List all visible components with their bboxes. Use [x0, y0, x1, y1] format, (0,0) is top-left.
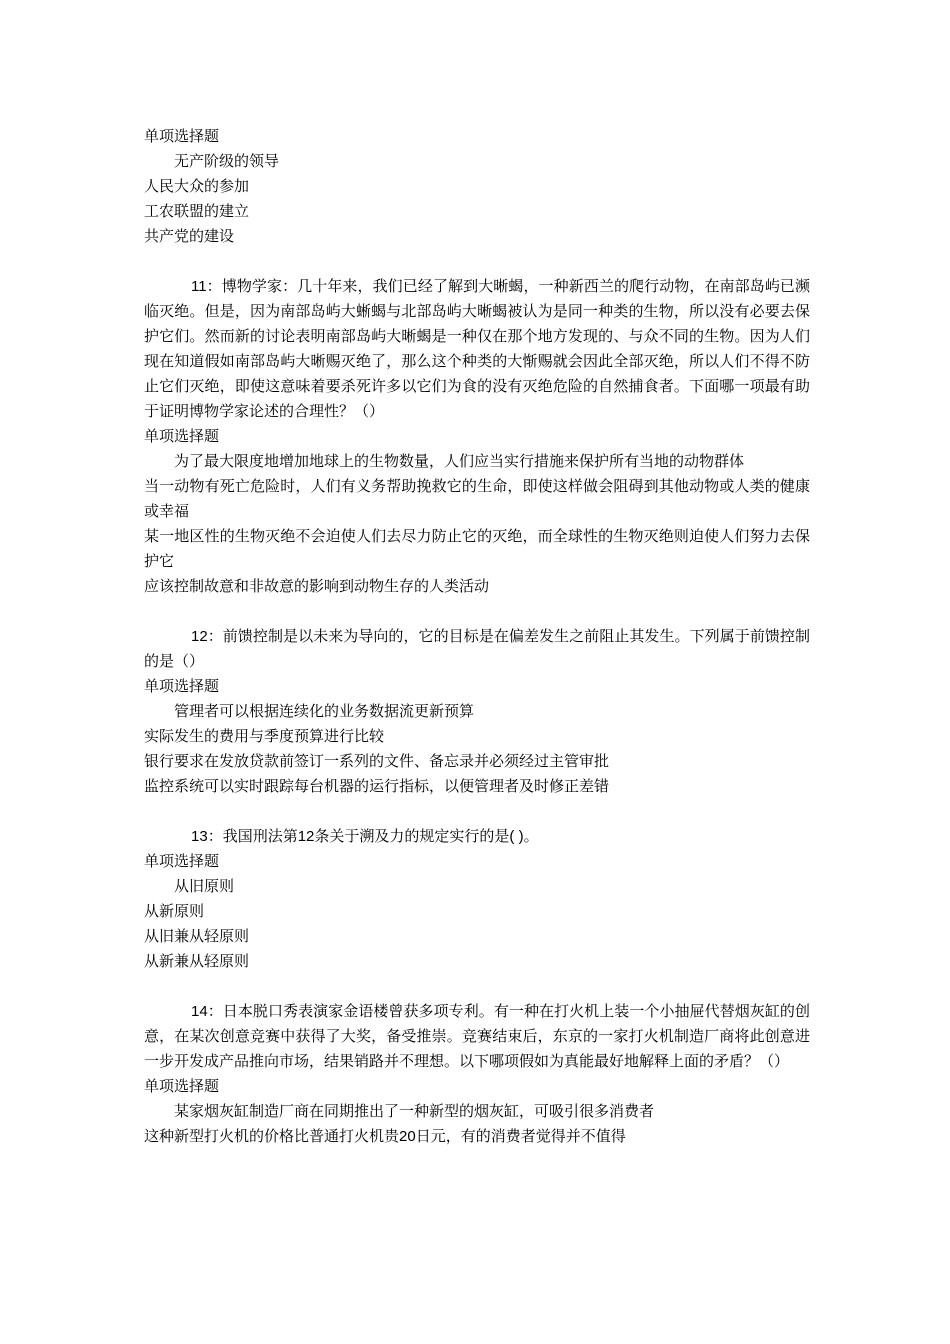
- option-b: 实际发生的费用与季度预算进行比较: [144, 727, 385, 745]
- option-c: 工农联盟的建立: [144, 202, 250, 220]
- question-number: 12: [191, 628, 208, 645]
- question-number: 11: [191, 278, 207, 295]
- question-stem: ：博物学家：几十年来，我们已经了解到大晰蝎，一种新西兰的爬行动物，在南部岛屿已濒临灭绝。但是，因为南部岛屿大蜥蝎与北部岛屿大晰蝎被认为是同一种类的生物，所以没有必要去保护它们。然而新的讨论表明南部岛屿大晰蝎是一种仅在那个地方发现的、与众不同的生物。因为人们现在知道假如南部岛屿大晰赐灭绝了，那么这个种类的大惭赐就会因此全部灭绝，所以人们不得不防止它们灭绝，即使这意味着要杀死许多以它们为食的没有灭绝危险的自然捕食者。下面哪一项最有助于证明博物学家论述的合理性？（）: [144, 277, 810, 420]
- option-d: 共产党的建设: [144, 227, 235, 245]
- option-a: 无产阶级的领导: [174, 152, 280, 170]
- option-a: 某家烟灰缸制造厂商在同期推出了一种新型的烟灰缸，可吸引很多消费者: [174, 1102, 655, 1120]
- document-page: [144, 124, 810, 1149]
- option-c: 银行要求在发放贷款前签订一系列的文件、备忘录并必须经过主管审批: [144, 752, 610, 770]
- question-type: 单项选择题: [144, 127, 220, 145]
- question-type: 单项选择题: [144, 427, 220, 445]
- article-number: 12: [297, 828, 315, 845]
- question-type: 单项选择题: [144, 852, 220, 870]
- option-b: 人民大众的参加: [144, 177, 250, 195]
- question-14-block: [144, 999, 810, 1149]
- option-a: 从旧原则: [174, 877, 235, 895]
- option-b-text-start: 这种新型打火机的价格比普通打火机贵: [144, 1127, 400, 1145]
- answer-blank: ( ): [509, 828, 524, 845]
- option-a: 管理者可以根据连续化的业务数据流更新预算: [174, 702, 475, 720]
- option-b-text-end: 日元，有的消费者觉得并不值得: [415, 1127, 626, 1145]
- option-c: 从旧兼从轻原则: [144, 927, 250, 945]
- question-number: 14: [191, 1003, 208, 1020]
- question-12-block: [144, 624, 810, 799]
- question-stem: ：前馈控制是以未来为导向的，它的目标是在偏差发生之前阻止其发生。下列属于前馈控制的是（）: [144, 627, 810, 670]
- option-c: 某一地区性的生物灭绝不会迫使人们去尽力防止它的灭绝，而全球性的生物灭绝则迫使人们努力去保护它: [144, 527, 810, 570]
- option-d: 监控系统可以实时跟踪每台机器的运行指标，以便管理者及时修正差错: [144, 777, 610, 795]
- option-d: 从新兼从轻原则: [144, 952, 250, 970]
- price-number: 20: [399, 1128, 416, 1145]
- option-a: 为了最大限度地增加地球上的生物数量，人们应当实行措施来保护所有当地的动物群体: [174, 452, 745, 470]
- question-number: 13: [191, 828, 208, 845]
- option-b: [144, 1124, 810, 1149]
- question-11-block: [144, 274, 810, 599]
- question-text: [144, 274, 810, 424]
- question-stem: ：日本脱口秀表演家金语楼曾获多项专利。有一种在打火机上装一个小抽屉代替烟灰缸的创意，在某次创意竞赛中获得了大奖，备受推崇。竞赛结束后，东京的一家打火机制造厂商将此创意进一步开发成产品推向市场，结果销路并不理想。以下哪项假如为真能最好地解释上面的矛盾？（）: [144, 1002, 810, 1070]
- option-d: 应该控制故意和非故意的影响到动物生存的人类活动: [144, 577, 490, 595]
- option-b: 从新原则: [144, 902, 205, 920]
- question-type: 单项选择题: [144, 1077, 220, 1095]
- question-stem-after: 条关于溯及力的规定实行的是: [314, 827, 510, 845]
- question-text: [144, 824, 810, 849]
- option-b: 当一动物有死亡危险时，人们有义务帮助挽救它的生命，即使这样做会阻碍到其他动物或人类的健康或幸福: [144, 477, 810, 520]
- question-13-block: [144, 824, 810, 974]
- question-stem-end: 。: [523, 827, 539, 845]
- question-10-block: [144, 124, 810, 249]
- question-text: [144, 999, 810, 1074]
- question-type: 单项选择题: [144, 677, 220, 695]
- question-text: [144, 624, 810, 674]
- question-stem-before: ：我国刑法第: [207, 827, 298, 845]
